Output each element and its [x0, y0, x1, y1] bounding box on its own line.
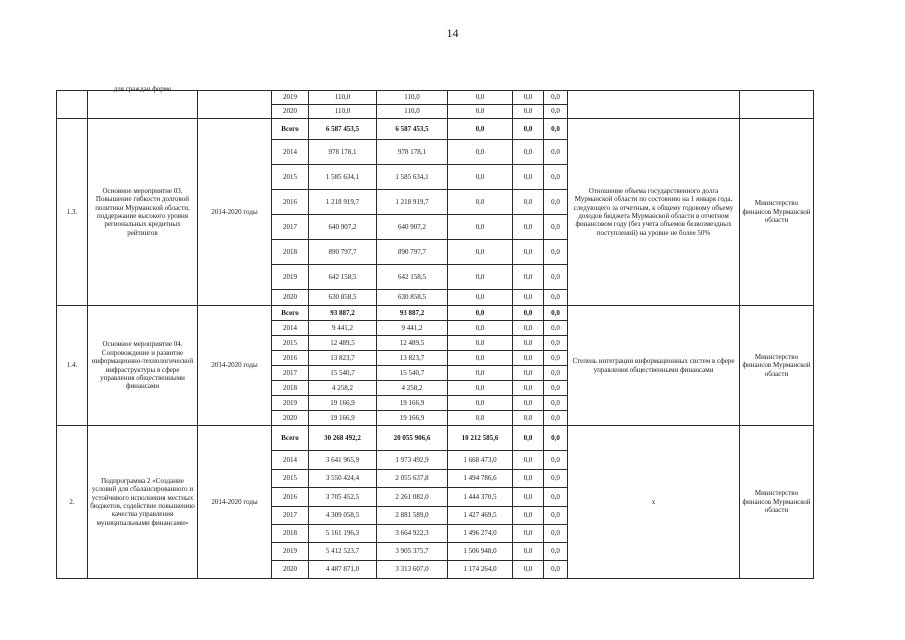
- value-cell-3: 0,0: [448, 411, 513, 426]
- value-cell-5: 0,0: [544, 140, 568, 165]
- value-cell-1: 1 585 634,1: [309, 165, 377, 190]
- value-cell-1: 30 268 492,2: [309, 426, 377, 451]
- value-cell-5: 0,0: [544, 190, 568, 215]
- year-cell: 2016: [272, 190, 309, 215]
- item-name: Подпрограмма 2 «Создание условий для сбалансированного и устойчивого исполнения местных бюджетов, содействие повышению качества управления муниципальными финансами»: [88, 426, 198, 579]
- value-cell-1: 630 858,5: [309, 290, 377, 306]
- value-cell-5: 0,0: [544, 451, 568, 470]
- value-cell-4: 0,0: [513, 411, 544, 426]
- value-cell-1: 5 161 196,3: [309, 525, 377, 543]
- value-cell-1: 4 487 871,0: [309, 561, 377, 579]
- value-cell-5: 0,0: [544, 105, 568, 119]
- value-cell-5: 0,0: [544, 396, 568, 411]
- value-cell-5: 0,0: [544, 351, 568, 366]
- year-cell: 2014: [272, 451, 309, 470]
- value-cell-1: 13 823,7: [309, 351, 377, 366]
- value-cell-2: 110,0: [377, 105, 448, 119]
- value-cell-3: 0,0: [448, 351, 513, 366]
- value-cell-1: 19 166,9: [309, 411, 377, 426]
- value-cell-3: 0,0: [448, 306, 513, 321]
- value-cell-1: 3 705 452,5: [309, 488, 377, 507]
- value-cell-2: 3 313 607,0: [377, 561, 448, 579]
- table-row: [57, 306, 814, 321]
- value-cell-1: 640 907,2: [309, 215, 377, 240]
- value-cell-2: 19 166,9: [377, 411, 448, 426]
- year-cell: 2015: [272, 470, 309, 488]
- value-cell-4: 0,0: [513, 507, 544, 525]
- executor: Министерство финансов Мурманской области: [740, 119, 814, 306]
- value-cell-1: 4 258,2: [309, 381, 377, 396]
- value-cell-1: 6 587 453,5: [309, 119, 377, 140]
- value-cell-2: 3 905 375,7: [377, 543, 448, 561]
- value-cell-5: 0,0: [544, 290, 568, 306]
- value-cell-5: 0,0: [544, 336, 568, 351]
- value-cell-3: 0,0: [448, 91, 513, 105]
- value-cell-2: 6 587 453,5: [377, 119, 448, 140]
- value-cell-5: 0,0: [544, 321, 568, 336]
- year-cell: 2014: [272, 140, 309, 165]
- value-cell-2: 20 055 906,6: [377, 426, 448, 451]
- value-cell-4: 0,0: [513, 321, 544, 336]
- item-number: [57, 91, 88, 119]
- value-cell-4: 0,0: [513, 190, 544, 215]
- value-cell-5: 0,0: [544, 306, 568, 321]
- value-cell-4: 0,0: [513, 336, 544, 351]
- value-cell-2: 630 858,5: [377, 290, 448, 306]
- item-name-text: для граждан форме: [113, 85, 172, 93]
- value-cell-4: 0,0: [513, 105, 544, 119]
- year-cell: 2020: [272, 561, 309, 579]
- year-cell: 2017: [272, 366, 309, 381]
- year-cell: Всего: [272, 426, 309, 451]
- item-period: 2014-2020 годы: [198, 306, 272, 426]
- value-cell-5: 0,0: [544, 119, 568, 140]
- indicator: Отношение объема государственного долга Мурманской области по состоянию на 1 января года, следующего за отчетным, к общему годовому объему доходов бюджета Мурманской области в отчетном финансовом году (без учета объемов безвозмездных поступлений) на уровне не более 50%: [568, 119, 740, 306]
- year-cell: 2019: [272, 265, 309, 290]
- value-cell-1: 110,0: [309, 105, 377, 119]
- value-cell-2: 13 823,7: [377, 351, 448, 366]
- item-number: 1.3.: [57, 119, 88, 306]
- value-cell-3: 0,0: [448, 165, 513, 190]
- value-cell-2: 19 166,9: [377, 396, 448, 411]
- item-name: [88, 85, 198, 119]
- table-row: [57, 426, 814, 451]
- value-cell-3: 1 444 370,5: [448, 488, 513, 507]
- value-cell-2: 640 907,2: [377, 215, 448, 240]
- value-cell-2: 1 218 919,7: [377, 190, 448, 215]
- value-cell-3: 0,0: [448, 119, 513, 140]
- year-cell: 2015: [272, 165, 309, 190]
- value-cell-1: 1 218 919,7: [309, 190, 377, 215]
- budget-table: [56, 85, 814, 579]
- value-cell-4: 0,0: [513, 351, 544, 366]
- value-cell-4: 0,0: [513, 165, 544, 190]
- value-cell-4: 0,0: [513, 525, 544, 543]
- item-period: [198, 91, 272, 119]
- item-period: 2014-2020 годы: [198, 119, 272, 306]
- indicator: Степень интеграции информационных систем в сфере управления общественными финансами: [568, 306, 740, 426]
- value-cell-1: 9 441,2: [309, 321, 377, 336]
- value-cell-4: 0,0: [513, 381, 544, 396]
- value-cell-1: 5 412 523,7: [309, 543, 377, 561]
- value-cell-1: 3 550 424,4: [309, 470, 377, 488]
- value-cell-5: 0,0: [544, 240, 568, 265]
- value-cell-5: 0,0: [544, 507, 568, 525]
- value-cell-2: 2 261 082,0: [377, 488, 448, 507]
- value-cell-5: 0,0: [544, 265, 568, 290]
- year-cell: 2019: [272, 91, 309, 105]
- value-cell-2: 2 055 637,8: [377, 470, 448, 488]
- value-cell-3: 0,0: [448, 215, 513, 240]
- value-cell-5: 0,0: [544, 381, 568, 396]
- value-cell-4: 0,0: [513, 91, 544, 105]
- value-cell-5: 0,0: [544, 426, 568, 451]
- year-cell: 2020: [272, 411, 309, 426]
- value-cell-4: 0,0: [513, 426, 544, 451]
- value-cell-4: 0,0: [513, 396, 544, 411]
- value-cell-3: 0,0: [448, 190, 513, 215]
- value-cell-3: 0,0: [448, 105, 513, 119]
- year-cell: 2014: [272, 321, 309, 336]
- year-cell: 2019: [272, 543, 309, 561]
- year-cell: 2018: [272, 381, 309, 396]
- value-cell-4: 0,0: [513, 488, 544, 507]
- year-cell: 2018: [272, 240, 309, 265]
- value-cell-3: 1 506 948,0: [448, 543, 513, 561]
- value-cell-4: 0,0: [513, 451, 544, 470]
- value-cell-3: 1 427 469,5: [448, 507, 513, 525]
- value-cell-3: 0,0: [448, 321, 513, 336]
- year-cell: 2020: [272, 290, 309, 306]
- table-row: [57, 91, 814, 105]
- value-cell-3: 0,0: [448, 381, 513, 396]
- item-name: Основное мероприятие 03. Повышение гибкости долговой политики Мурманской области, поддержание высокого уровня региональных кредитных рейтингов: [88, 119, 198, 306]
- value-cell-4: 0,0: [513, 290, 544, 306]
- value-cell-5: 0,0: [544, 215, 568, 240]
- year-cell: 2015: [272, 336, 309, 351]
- value-cell-3: 1 174 264,0: [448, 561, 513, 579]
- value-cell-4: 0,0: [513, 543, 544, 561]
- value-cell-5: 0,0: [544, 91, 568, 105]
- value-cell-5: 0,0: [544, 165, 568, 190]
- value-cell-5: 0,0: [544, 543, 568, 561]
- year-cell: 2018: [272, 525, 309, 543]
- value-cell-1: 110,0: [309, 91, 377, 105]
- value-cell-5: 0,0: [544, 525, 568, 543]
- value-cell-2: 2 881 589,0: [377, 507, 448, 525]
- value-cell-3: 0,0: [448, 396, 513, 411]
- value-cell-1: 93 887,2: [309, 306, 377, 321]
- value-cell-2: 4 258,2: [377, 381, 448, 396]
- value-cell-3: 10 212 585,6: [448, 426, 513, 451]
- year-cell: 2016: [272, 351, 309, 366]
- value-cell-1: 12 489,5: [309, 336, 377, 351]
- value-cell-3: 0,0: [448, 265, 513, 290]
- value-cell-2: 1 585 634,1: [377, 165, 448, 190]
- value-cell-4: 0,0: [513, 240, 544, 265]
- value-cell-4: 0,0: [513, 366, 544, 381]
- item-period: 2014-2020 годы: [198, 426, 272, 579]
- value-cell-4: 0,0: [513, 470, 544, 488]
- page-number: 14: [446, 26, 459, 40]
- value-cell-3: 0,0: [448, 240, 513, 265]
- value-cell-2: 15 540,7: [377, 366, 448, 381]
- executor: Министерство финансов Мурманской области: [740, 306, 814, 426]
- value-cell-1: 642 158,5: [309, 265, 377, 290]
- value-cell-4: 0,0: [513, 265, 544, 290]
- value-cell-2: 890 797,7: [377, 240, 448, 265]
- value-cell-4: 0,0: [513, 306, 544, 321]
- value-cell-2: 12 489,5: [377, 336, 448, 351]
- executor: Министерство финансов Мурманской области: [740, 426, 814, 579]
- value-cell-4: 0,0: [513, 140, 544, 165]
- value-cell-2: 110,0: [377, 91, 448, 105]
- value-cell-5: 0,0: [544, 561, 568, 579]
- value-cell-2: 93 887,2: [377, 306, 448, 321]
- value-cell-2: 642 158,5: [377, 265, 448, 290]
- value-cell-2: 9 441,2: [377, 321, 448, 336]
- value-cell-3: 1 494 786,6: [448, 470, 513, 488]
- indicator: [568, 91, 740, 119]
- value-cell-1: 4 309 058,5: [309, 507, 377, 525]
- value-cell-1: 890 797,7: [309, 240, 377, 265]
- value-cell-3: 0,0: [448, 366, 513, 381]
- year-cell: 2017: [272, 507, 309, 525]
- item-number: 2.: [57, 426, 88, 579]
- value-cell-1: 3 641 965,9: [309, 451, 377, 470]
- item-name: Основное мероприятие 04. Сопровождение и развитие информационно-технологической инфраструктуры в сфере управления общественными финансами: [88, 306, 198, 426]
- value-cell-1: 19 166,9: [309, 396, 377, 411]
- year-cell: Всего: [272, 306, 309, 321]
- year-cell: 2016: [272, 488, 309, 507]
- executor: [740, 91, 814, 119]
- value-cell-3: 0,0: [448, 290, 513, 306]
- item-number: 1.4.: [57, 306, 88, 426]
- value-cell-3: 0,0: [448, 140, 513, 165]
- value-cell-5: 0,0: [544, 470, 568, 488]
- year-cell: 2019: [272, 396, 309, 411]
- value-cell-4: 0,0: [513, 561, 544, 579]
- value-cell-5: 0,0: [544, 488, 568, 507]
- value-cell-1: 15 540,7: [309, 366, 377, 381]
- value-cell-5: 0,0: [544, 366, 568, 381]
- value-cell-5: 0,0: [544, 411, 568, 426]
- value-cell-2: 978 178,1: [377, 140, 448, 165]
- value-cell-3: 1 496 274,0: [448, 525, 513, 543]
- year-cell: 2017: [272, 215, 309, 240]
- table-row: [57, 119, 814, 140]
- value-cell-4: 0,0: [513, 119, 544, 140]
- value-cell-4: 0,0: [513, 215, 544, 240]
- value-cell-1: 978 178,1: [309, 140, 377, 165]
- indicator: х: [568, 426, 740, 579]
- value-cell-2: 1 973 492,9: [377, 451, 448, 470]
- value-cell-3: 1 668 473,0: [448, 451, 513, 470]
- year-cell: 2020: [272, 105, 309, 119]
- year-cell: Всего: [272, 119, 309, 140]
- value-cell-2: 3 664 922,3: [377, 525, 448, 543]
- value-cell-3: 0,0: [448, 336, 513, 351]
